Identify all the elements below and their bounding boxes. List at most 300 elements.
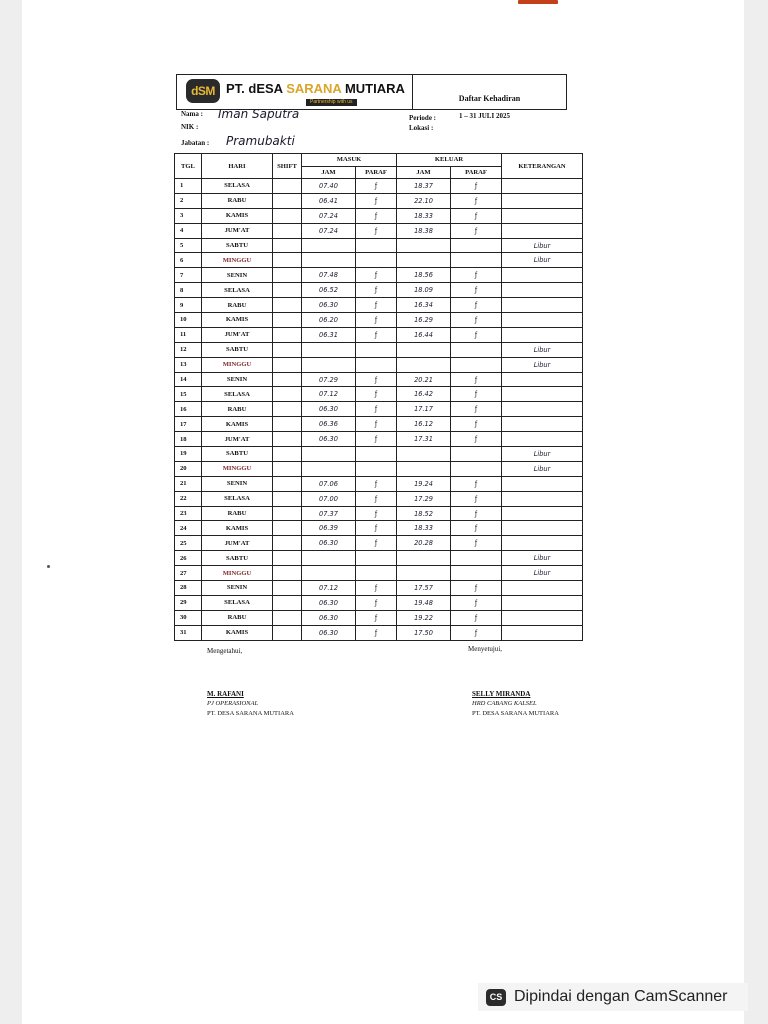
- jabatan-label: Jabatan :: [181, 139, 210, 147]
- cell-shift: [273, 283, 302, 298]
- cell-masuk-jam: 06.30: [302, 298, 356, 313]
- cell-masuk-jam: [302, 551, 356, 566]
- cell-hari: SELASA: [202, 179, 273, 194]
- cell-masuk-paraf: [356, 566, 397, 581]
- cell-hari: KAMIS: [202, 521, 273, 536]
- table-row: [175, 357, 583, 372]
- cell-masuk-jam: 07.06: [302, 476, 356, 491]
- cell-shift: [273, 193, 302, 208]
- cell-masuk-paraf: ƒ: [356, 193, 397, 208]
- cell-tgl: 25: [175, 536, 202, 551]
- document-header: [176, 74, 567, 110]
- cell-masuk-paraf: [356, 357, 397, 372]
- col-header-keluar-paraf: PARAF: [451, 166, 502, 179]
- cell-shift: [273, 506, 302, 521]
- cell-keterangan: [502, 327, 583, 342]
- signature-left-label: Mengetahui,: [207, 647, 243, 655]
- cell-masuk-jam: 06.36: [302, 417, 356, 432]
- table-row: [175, 223, 583, 238]
- cell-tgl: 13: [175, 357, 202, 372]
- cell-masuk-paraf: [356, 461, 397, 476]
- cell-keterangan: [502, 536, 583, 551]
- table-row: [175, 491, 583, 506]
- signature-left-role: PJ OPERASIONAL: [207, 700, 259, 707]
- cell-shift: [273, 372, 302, 387]
- table-row: [175, 417, 583, 432]
- cell-keluar-jam: [397, 461, 451, 476]
- cell-shift: [273, 298, 302, 313]
- cell-hari: KAMIS: [202, 208, 273, 223]
- cell-masuk-paraf: [356, 551, 397, 566]
- document-title: Daftar Kehadiran: [458, 93, 521, 103]
- table-row: [175, 313, 583, 328]
- cell-masuk-jam: 06.20: [302, 313, 356, 328]
- cell-keluar-jam: [397, 342, 451, 357]
- attendance-rows: [175, 179, 583, 641]
- cell-shift: [273, 417, 302, 432]
- cell-tgl: 28: [175, 581, 202, 596]
- cell-keterangan: [502, 268, 583, 283]
- table-row: [175, 253, 583, 268]
- cell-tgl: 6: [175, 253, 202, 268]
- cell-keterangan: Libur: [502, 253, 583, 268]
- cell-masuk-jam: 06.39: [302, 521, 356, 536]
- cell-shift: [273, 387, 302, 402]
- cell-keluar-paraf: ƒ: [451, 298, 502, 313]
- table-row: [175, 461, 583, 476]
- cell-hari: RABU: [202, 506, 273, 521]
- cell-shift: [273, 551, 302, 566]
- nama-label: Nama :: [181, 110, 203, 118]
- company-slogan: Partnership with us: [306, 99, 357, 106]
- cell-masuk-paraf: ƒ: [356, 208, 397, 223]
- cell-masuk-paraf: ƒ: [356, 581, 397, 596]
- cell-keterangan: [502, 223, 583, 238]
- cell-keluar-jam: [397, 357, 451, 372]
- cell-masuk-paraf: ƒ: [356, 417, 397, 432]
- cell-masuk-jam: 07.24: [302, 208, 356, 223]
- table-row: [175, 238, 583, 253]
- table-row: [175, 595, 583, 610]
- cell-masuk-jam: 06.30: [302, 610, 356, 625]
- cell-tgl: 20: [175, 461, 202, 476]
- cell-shift: [273, 491, 302, 506]
- periode-value: 1 – 31 JULI 2025: [459, 112, 510, 120]
- cell-hari: SENIN: [202, 372, 273, 387]
- cell-keluar-paraf: ƒ: [451, 223, 502, 238]
- table-row: [175, 327, 583, 342]
- cell-keluar-paraf: ƒ: [451, 208, 502, 223]
- cell-keluar-jam: 18.09: [397, 283, 451, 298]
- cell-tgl: 3: [175, 208, 202, 223]
- cell-tgl: 8: [175, 283, 202, 298]
- col-header-masuk-paraf: PARAF: [356, 166, 397, 179]
- cell-shift: [273, 595, 302, 610]
- table-row: [175, 447, 583, 462]
- cell-keluar-paraf: ƒ: [451, 268, 502, 283]
- cell-keluar-jam: 22.10: [397, 193, 451, 208]
- cell-tgl: 30: [175, 610, 202, 625]
- camscanner-icon: CS: [486, 989, 506, 1006]
- cell-masuk-paraf: ƒ: [356, 327, 397, 342]
- cell-keterangan: [502, 193, 583, 208]
- cell-masuk-paraf: ƒ: [356, 625, 397, 640]
- cell-masuk-jam: 07.12: [302, 581, 356, 596]
- cell-masuk-jam: [302, 342, 356, 357]
- company-logo-block: [177, 75, 413, 109]
- cell-shift: [273, 610, 302, 625]
- cell-masuk-paraf: ƒ: [356, 268, 397, 283]
- cell-masuk-jam: [302, 357, 356, 372]
- lokasi-label: Lokasi :: [409, 124, 434, 132]
- cell-keluar-paraf: [451, 447, 502, 462]
- cell-hari: SABTU: [202, 238, 273, 253]
- cell-shift: [273, 566, 302, 581]
- cell-shift: [273, 476, 302, 491]
- cell-masuk-jam: 07.40: [302, 179, 356, 194]
- cell-shift: [273, 238, 302, 253]
- cell-tgl: 22: [175, 491, 202, 506]
- cell-shift: [273, 268, 302, 283]
- cell-tgl: 1: [175, 179, 202, 194]
- cell-tgl: 5: [175, 238, 202, 253]
- cell-keluar-jam: [397, 447, 451, 462]
- camscanner-text: Dipindai dengan CamScanner: [514, 988, 728, 1005]
- cell-masuk-paraf: [356, 238, 397, 253]
- cell-shift: [273, 447, 302, 462]
- table-row: [175, 506, 583, 521]
- cell-keluar-jam: 18.33: [397, 208, 451, 223]
- cell-hari: MINGGU: [202, 253, 273, 268]
- table-row: [175, 566, 583, 581]
- cell-keluar-paraf: ƒ: [451, 313, 502, 328]
- cell-keterangan: [502, 313, 583, 328]
- table-row: [175, 625, 583, 640]
- cell-shift: [273, 223, 302, 238]
- cell-keterangan: [502, 432, 583, 447]
- cell-keluar-jam: 16.44: [397, 327, 451, 342]
- cell-keterangan: Libur: [502, 461, 583, 476]
- cell-keluar-paraf: ƒ: [451, 491, 502, 506]
- cell-masuk-paraf: ƒ: [356, 402, 397, 417]
- cell-masuk-paraf: [356, 253, 397, 268]
- signature-right-company: PT. DESA SARANA MUTIARA: [472, 710, 559, 717]
- cell-keluar-paraf: ƒ: [451, 402, 502, 417]
- cell-tgl: 31: [175, 625, 202, 640]
- cell-keluar-paraf: ƒ: [451, 595, 502, 610]
- cell-hari: JUM'AT: [202, 327, 273, 342]
- cell-hari: JUM'AT: [202, 536, 273, 551]
- cell-masuk-jam: 07.48: [302, 268, 356, 283]
- cell-masuk-paraf: ƒ: [356, 179, 397, 194]
- cell-keluar-paraf: [451, 566, 502, 581]
- table-row: [175, 193, 583, 208]
- cell-keluar-paraf: ƒ: [451, 521, 502, 536]
- cell-masuk-jam: 06.41: [302, 193, 356, 208]
- table-row: [175, 432, 583, 447]
- attendance-table: [174, 153, 583, 641]
- table-row: [175, 476, 583, 491]
- cell-shift: [273, 253, 302, 268]
- cell-hari: SELASA: [202, 283, 273, 298]
- cell-keluar-jam: [397, 551, 451, 566]
- col-header-keluar-jam: JAM: [397, 166, 451, 179]
- cell-tgl: 24: [175, 521, 202, 536]
- cell-keluar-paraf: ƒ: [451, 327, 502, 342]
- nik-label: NIK :: [181, 123, 199, 131]
- cell-hari: SELASA: [202, 491, 273, 506]
- cell-keterangan: Libur: [502, 551, 583, 566]
- cell-hari: JUM'AT: [202, 432, 273, 447]
- cell-keluar-paraf: ƒ: [451, 387, 502, 402]
- cell-hari: KAMIS: [202, 313, 273, 328]
- cell-shift: [273, 581, 302, 596]
- table-row: [175, 268, 583, 283]
- cell-tgl: 19: [175, 447, 202, 462]
- cell-hari: RABU: [202, 298, 273, 313]
- cell-keluar-jam: 18.56: [397, 268, 451, 283]
- cell-hari: SABTU: [202, 551, 273, 566]
- cell-keterangan: [502, 491, 583, 506]
- col-header-hari: HARI: [202, 154, 273, 179]
- cell-keluar-paraf: ƒ: [451, 536, 502, 551]
- cell-tgl: 10: [175, 313, 202, 328]
- cell-keluar-paraf: [451, 357, 502, 372]
- cell-keterangan: [502, 476, 583, 491]
- cell-hari: SENIN: [202, 476, 273, 491]
- cell-keterangan: Libur: [502, 447, 583, 462]
- cell-hari: SABTU: [202, 342, 273, 357]
- cell-keterangan: [502, 595, 583, 610]
- col-header-shift: SHIFT: [273, 154, 302, 179]
- cell-tgl: 17: [175, 417, 202, 432]
- cell-masuk-paraf: ƒ: [356, 223, 397, 238]
- cell-masuk-jam: 06.52: [302, 283, 356, 298]
- cell-shift: [273, 313, 302, 328]
- cell-shift: [273, 536, 302, 551]
- signature-right-label: Menyetujui,: [468, 645, 503, 653]
- cell-tgl: 7: [175, 268, 202, 283]
- cell-shift: [273, 342, 302, 357]
- cell-keluar-paraf: ƒ: [451, 179, 502, 194]
- signature-left-company: PT. DESA SARANA MUTIARA: [207, 710, 294, 717]
- cell-hari: KAMIS: [202, 417, 273, 432]
- cell-keluar-jam: 18.37: [397, 179, 451, 194]
- table-row: [175, 372, 583, 387]
- cell-keterangan: [502, 610, 583, 625]
- col-header-masuk-jam: JAM: [302, 166, 356, 179]
- cell-masuk-jam: 06.30: [302, 402, 356, 417]
- cell-masuk-paraf: ƒ: [356, 476, 397, 491]
- cell-keluar-paraf: [451, 461, 502, 476]
- cell-hari: MINGGU: [202, 566, 273, 581]
- cell-tgl: 12: [175, 342, 202, 357]
- cell-shift: [273, 357, 302, 372]
- cell-tgl: 18: [175, 432, 202, 447]
- cell-tgl: 9: [175, 298, 202, 313]
- cell-tgl: 4: [175, 223, 202, 238]
- cell-hari: MINGGU: [202, 357, 273, 372]
- table-row: [175, 610, 583, 625]
- cell-tgl: 21: [175, 476, 202, 491]
- cell-keluar-jam: [397, 566, 451, 581]
- cell-masuk-paraf: ƒ: [356, 372, 397, 387]
- cell-masuk-jam: [302, 461, 356, 476]
- cell-masuk-jam: 06.30: [302, 536, 356, 551]
- cell-shift: [273, 179, 302, 194]
- cell-masuk-paraf: ƒ: [356, 283, 397, 298]
- cell-hari: KAMIS: [202, 625, 273, 640]
- company-logo-icon: dSM: [186, 79, 220, 103]
- cell-keterangan: [502, 506, 583, 521]
- cell-shift: [273, 625, 302, 640]
- table-row: [175, 283, 583, 298]
- cell-keterangan: Libur: [502, 238, 583, 253]
- cell-keluar-jam: 16.34: [397, 298, 451, 313]
- cell-keluar-paraf: ƒ: [451, 417, 502, 432]
- signature-left-name: M. RAFANI: [207, 690, 244, 698]
- cell-hari: RABU: [202, 193, 273, 208]
- cell-hari: RABU: [202, 402, 273, 417]
- cell-tgl: 14: [175, 372, 202, 387]
- cell-masuk-paraf: ƒ: [356, 521, 397, 536]
- cell-keluar-paraf: ƒ: [451, 432, 502, 447]
- cell-keterangan: Libur: [502, 357, 583, 372]
- cell-masuk-jam: [302, 238, 356, 253]
- cell-keluar-paraf: ƒ: [451, 372, 502, 387]
- table-row: [175, 402, 583, 417]
- cell-masuk-paraf: [356, 447, 397, 462]
- cell-masuk-paraf: ƒ: [356, 610, 397, 625]
- cell-shift: [273, 461, 302, 476]
- cell-keterangan: Libur: [502, 342, 583, 357]
- cell-masuk-paraf: [356, 342, 397, 357]
- jabatan-value: Pramubakti: [226, 134, 295, 148]
- cell-keterangan: [502, 208, 583, 223]
- table-row: [175, 521, 583, 536]
- company-name: PT. dESA SARANA MUTIARA: [226, 81, 405, 96]
- cell-keluar-jam: 18.52: [397, 506, 451, 521]
- cell-keterangan: [502, 387, 583, 402]
- cell-masuk-jam: [302, 253, 356, 268]
- cell-keterangan: [502, 521, 583, 536]
- cell-masuk-jam: 07.29: [302, 372, 356, 387]
- page-edge-mark: [518, 0, 558, 4]
- cell-hari: SABTU: [202, 447, 273, 462]
- cell-keterangan: [502, 581, 583, 596]
- cell-masuk-jam: 06.30: [302, 625, 356, 640]
- table-row: [175, 551, 583, 566]
- cell-masuk-paraf: ƒ: [356, 387, 397, 402]
- periode-label: Periode :: [409, 114, 437, 122]
- cell-keterangan: [502, 417, 583, 432]
- cell-keluar-paraf: ƒ: [451, 506, 502, 521]
- cell-keluar-jam: [397, 253, 451, 268]
- cell-keluar-paraf: ƒ: [451, 476, 502, 491]
- cell-masuk-jam: [302, 447, 356, 462]
- cell-hari: RABU: [202, 610, 273, 625]
- table-row: [175, 208, 583, 223]
- cell-keterangan: Libur: [502, 566, 583, 581]
- cell-keterangan: [502, 402, 583, 417]
- table-row: [175, 581, 583, 596]
- col-header-keterangan: KETERANGAN: [502, 154, 583, 179]
- cell-masuk-jam: 07.12: [302, 387, 356, 402]
- cell-keluar-jam: 18.38: [397, 223, 451, 238]
- table-row: [175, 179, 583, 194]
- table-row: [175, 342, 583, 357]
- cell-tgl: 2: [175, 193, 202, 208]
- cell-keluar-jam: 17.50: [397, 625, 451, 640]
- cell-keluar-paraf: ƒ: [451, 283, 502, 298]
- cell-keluar-paraf: [451, 342, 502, 357]
- cell-tgl: 15: [175, 387, 202, 402]
- table-row: [175, 298, 583, 313]
- cell-keterangan: [502, 372, 583, 387]
- cell-keluar-jam: 16.12: [397, 417, 451, 432]
- cell-masuk-jam: 06.30: [302, 595, 356, 610]
- cell-keluar-jam: 16.42: [397, 387, 451, 402]
- cell-shift: [273, 402, 302, 417]
- cell-keluar-jam: 19.48: [397, 595, 451, 610]
- cell-keluar-jam: 20.28: [397, 536, 451, 551]
- col-header-keluar: KELUAR: [397, 154, 502, 167]
- cell-masuk-paraf: ƒ: [356, 536, 397, 551]
- cell-keluar-paraf: [451, 238, 502, 253]
- cell-hari: JUM'AT: [202, 223, 273, 238]
- cell-keluar-paraf: ƒ: [451, 610, 502, 625]
- cell-keterangan: [502, 625, 583, 640]
- cell-masuk-paraf: ƒ: [356, 506, 397, 521]
- cell-keluar-paraf: ƒ: [451, 193, 502, 208]
- cell-masuk-jam: 07.00: [302, 491, 356, 506]
- cell-hari: SENIN: [202, 581, 273, 596]
- cell-keluar-paraf: ƒ: [451, 625, 502, 640]
- col-header-masuk: MASUK: [302, 154, 397, 167]
- cell-shift: [273, 208, 302, 223]
- cell-masuk-paraf: ƒ: [356, 313, 397, 328]
- table-row: [175, 387, 583, 402]
- cell-keluar-paraf: ƒ: [451, 581, 502, 596]
- table-row: [175, 536, 583, 551]
- cell-hari: MINGGU: [202, 461, 273, 476]
- cell-masuk-paraf: ƒ: [356, 595, 397, 610]
- nama-value: Iman Saputra: [218, 107, 300, 121]
- cell-masuk-paraf: ƒ: [356, 432, 397, 447]
- cell-tgl: 29: [175, 595, 202, 610]
- cell-keluar-paraf: [451, 551, 502, 566]
- cell-hari: SELASA: [202, 595, 273, 610]
- cell-tgl: 11: [175, 327, 202, 342]
- cell-keluar-paraf: [451, 253, 502, 268]
- cell-keluar-jam: 19.22: [397, 610, 451, 625]
- cell-shift: [273, 521, 302, 536]
- cell-keluar-jam: 20.21: [397, 372, 451, 387]
- cell-hari: SENIN: [202, 268, 273, 283]
- cell-keluar-jam: 17.29: [397, 491, 451, 506]
- cell-masuk-paraf: ƒ: [356, 491, 397, 506]
- cell-masuk-jam: 06.30: [302, 432, 356, 447]
- cell-masuk-jam: 06.31: [302, 327, 356, 342]
- cell-keluar-jam: [397, 238, 451, 253]
- cell-shift: [273, 327, 302, 342]
- camscanner-watermark: [478, 983, 748, 1011]
- cell-keluar-jam: 17.57: [397, 581, 451, 596]
- cell-masuk-paraf: ƒ: [356, 298, 397, 313]
- cell-tgl: 26: [175, 551, 202, 566]
- cell-tgl: 27: [175, 566, 202, 581]
- cell-hari: SELASA: [202, 387, 273, 402]
